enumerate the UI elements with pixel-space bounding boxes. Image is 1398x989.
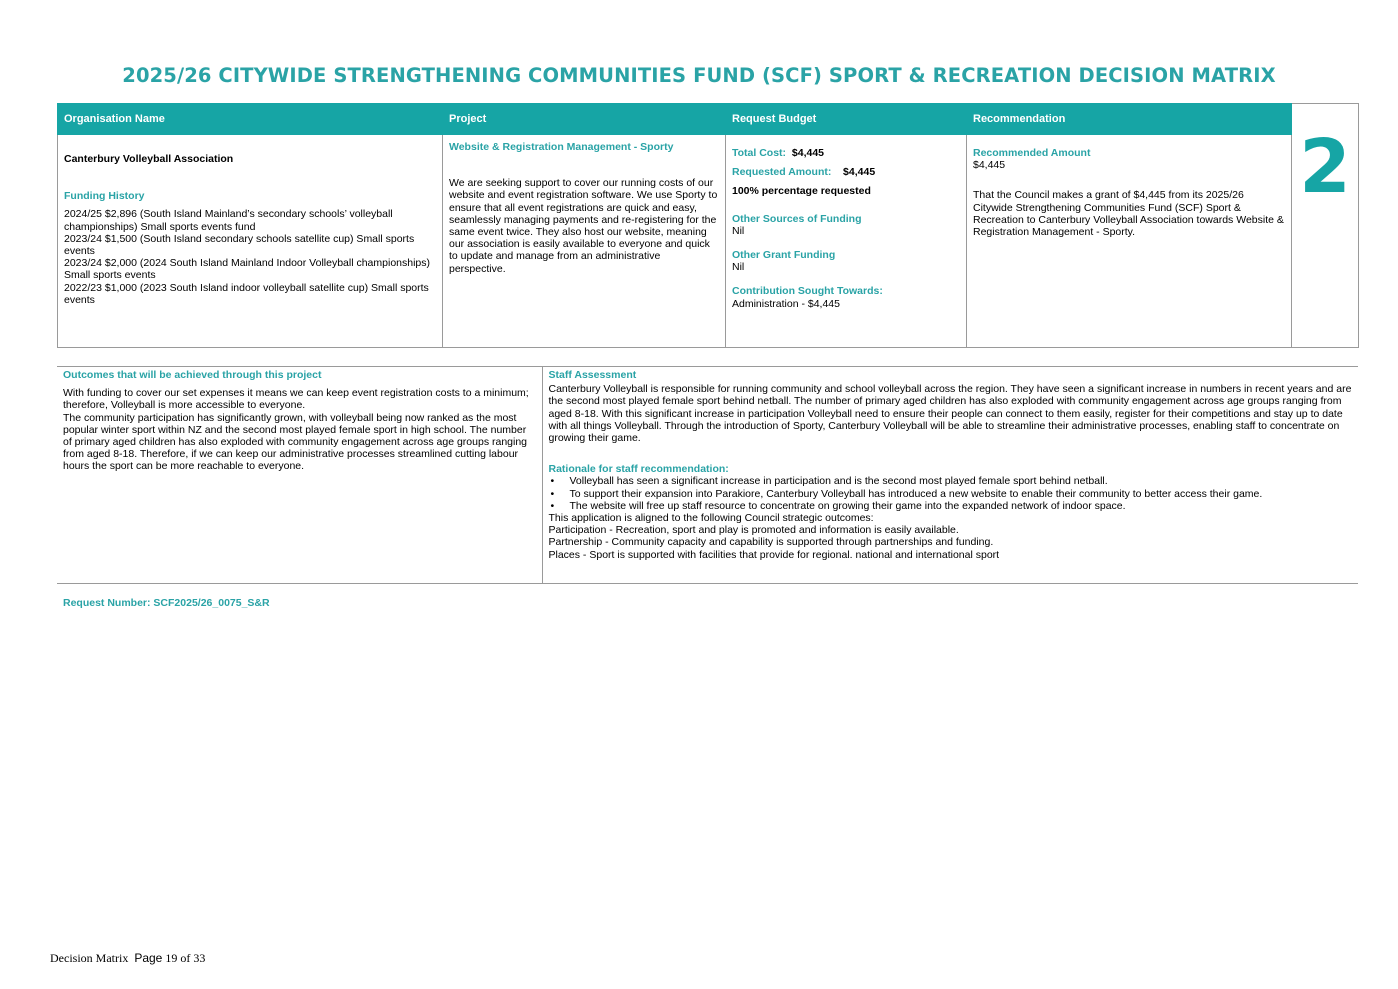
assessment-table xyxy=(57,366,1358,584)
rationale-item: • The website will free up staff resource to concentrate on growing their game into the expanded network of indoor space. xyxy=(549,500,1353,512)
recommended-amount-value: $4,445 xyxy=(973,159,1006,172)
funding-history-label: Funding History xyxy=(64,190,145,203)
rationale-item: • Volleyball has seen a significant increase in participation and is the second most played female sport behind netball. xyxy=(549,475,1353,487)
strategic-outcome: Partnership - Community capacity and capability is supported through partnerships and funding. xyxy=(548,536,994,549)
budget-cell xyxy=(726,135,967,348)
footer-label: Decision Matrix xyxy=(50,951,129,965)
staff-assessment-label: Staff Assessment xyxy=(548,369,637,381)
footer-page-word: Page xyxy=(134,951,163,965)
page-title: 2025/26 CITYWIDE STRENGTHENING COMMUNITIES FUND (SCF) SPORT & RECREATION DECISION MATRIX xyxy=(122,64,1276,87)
organisation-name: Canterbury Volleyball Association xyxy=(64,153,234,165)
requested-amount-label: Requested Amount: xyxy=(732,166,832,179)
contribution-value: Administration - $4,445 xyxy=(732,297,840,310)
header-request-budget: Request Budget xyxy=(726,104,967,135)
request-number: Request Number: SCF2025/26_0075_S&R xyxy=(63,597,270,609)
funding-history-item: 2022/23 $1,000 (2023 South Island indoor volleyball satellite cup) Small sports events xyxy=(64,281,429,306)
requested-amount-value: $4,445 xyxy=(843,166,876,179)
staff-assessment-cell xyxy=(542,367,1358,584)
outcomes-cell xyxy=(57,367,542,584)
decision-table xyxy=(57,103,1359,348)
funding-history-item: 2024/25 $2,896 (South Island Mainland’s secondary schools’ volleyball championships) Small sports events fund xyxy=(64,208,393,233)
recommended-amount-label: Recommended Amount xyxy=(973,147,1091,159)
project-description: We are seeking support to cover our running costs of our website and event registration software. We use Sporty to ensure that all event registrations are quick and easy, seamlessly managing payments and re-registering for the same event twice. They also host our website, meaning our association is easily available to everyone and quick to update and manage from an administrative perspective. xyxy=(449,177,718,275)
rationale-label: Rationale for staff recommendation: xyxy=(548,463,729,476)
outcomes-paragraph: The community participation has significantly grown, with volleyball being now ranked as the most popular winter sport within NZ and the second most played female sport in high school. The number of primary aged children has also exploded with community engagement across age groups ranging from aged 8-18. Therefore, if we can keep our administrative processes streamlined cutting labour hours the sport can be more reachable to everyone. xyxy=(63,411,528,473)
total-cost-value: $4,445 xyxy=(791,147,825,159)
footer-page-number: 19 of 33 xyxy=(165,951,206,965)
other-grant-label: Other Grant Funding xyxy=(732,249,836,262)
other-sources-value: Nil xyxy=(732,224,745,237)
contribution-label: Contribution Sought Towards: xyxy=(732,285,883,298)
outcomes-paragraph: With funding to cover our set expenses it means we can keep event registration costs to a minimum; therefore, Volleyball is more accessible to everyone. xyxy=(63,387,529,412)
strategic-outcome: Participation - Recreation, sport and play is promoted and information is easily available. xyxy=(548,524,959,537)
recommendation-text: That the Council makes a grant of $4,445 from its 2025/26 Citywide Strengthening Communities Fund (SCF) Sport & Recreation to Canterbury Volleyball Association towards Website & Registration Management - Sporty. xyxy=(973,189,1284,239)
project-cell xyxy=(443,135,726,348)
funding-history-item: 2023/24 $1,500 (South Island secondary schools satellite cup) Small sports events xyxy=(64,232,415,258)
strategic-outcome: Places - Sport is supported with facilities that provide for regional. national and international sport xyxy=(548,548,1000,561)
rationale-list xyxy=(549,475,1353,512)
outcomes-label: Outcomes that will be achieved through this project xyxy=(63,369,322,381)
item-number-cell xyxy=(1292,104,1359,348)
organisation-cell xyxy=(58,135,443,348)
recommendation-cell xyxy=(967,135,1292,348)
page-footer xyxy=(50,951,205,966)
project-title: Website & Registration Management - Sporty xyxy=(449,141,674,153)
alignment-text: This application is aligned to the following Council strategic outcomes: xyxy=(548,512,874,525)
rationale-item: • To support their expansion into Parakiore, Canterbury Volleyball has introduced a new website to enable their community to better access their game. xyxy=(549,488,1353,500)
total-cost-label: Total Cost: xyxy=(732,147,787,159)
header-recommendation: Recommendation xyxy=(967,104,1292,135)
header-organisation: Organisation Name xyxy=(58,104,443,135)
percentage-requested: 100% percentage requested xyxy=(732,185,871,198)
other-grant-value: Nil xyxy=(732,261,745,274)
header-project: Project xyxy=(443,104,726,135)
other-sources-label: Other Sources of Funding xyxy=(732,212,862,225)
funding-history-item: 2023/24 $2,000 (2024 South Island Mainland Indoor Volleyball championships) Small sports events xyxy=(64,257,431,282)
staff-assessment-text: Canterbury Volleyball is responsible for running community and school volleyball across the region. They have seen a significant increase in numbers in recent years and are the second most played female sport behind netball. The number of primary aged children has also exploded with community engagement across age groups ranging from aged 8-18. With this significant increase in participation Volleyball need to ensure their people can connect to them easily, register for their competitions and stay up to date with all things Volleyball. Through the introduction of Sporty, Canterbury Volleyball will be able to streamline their administrative processes, enabling staff to concentrate on growing their game. xyxy=(548,383,1352,445)
item-number: 2 xyxy=(1299,124,1351,210)
